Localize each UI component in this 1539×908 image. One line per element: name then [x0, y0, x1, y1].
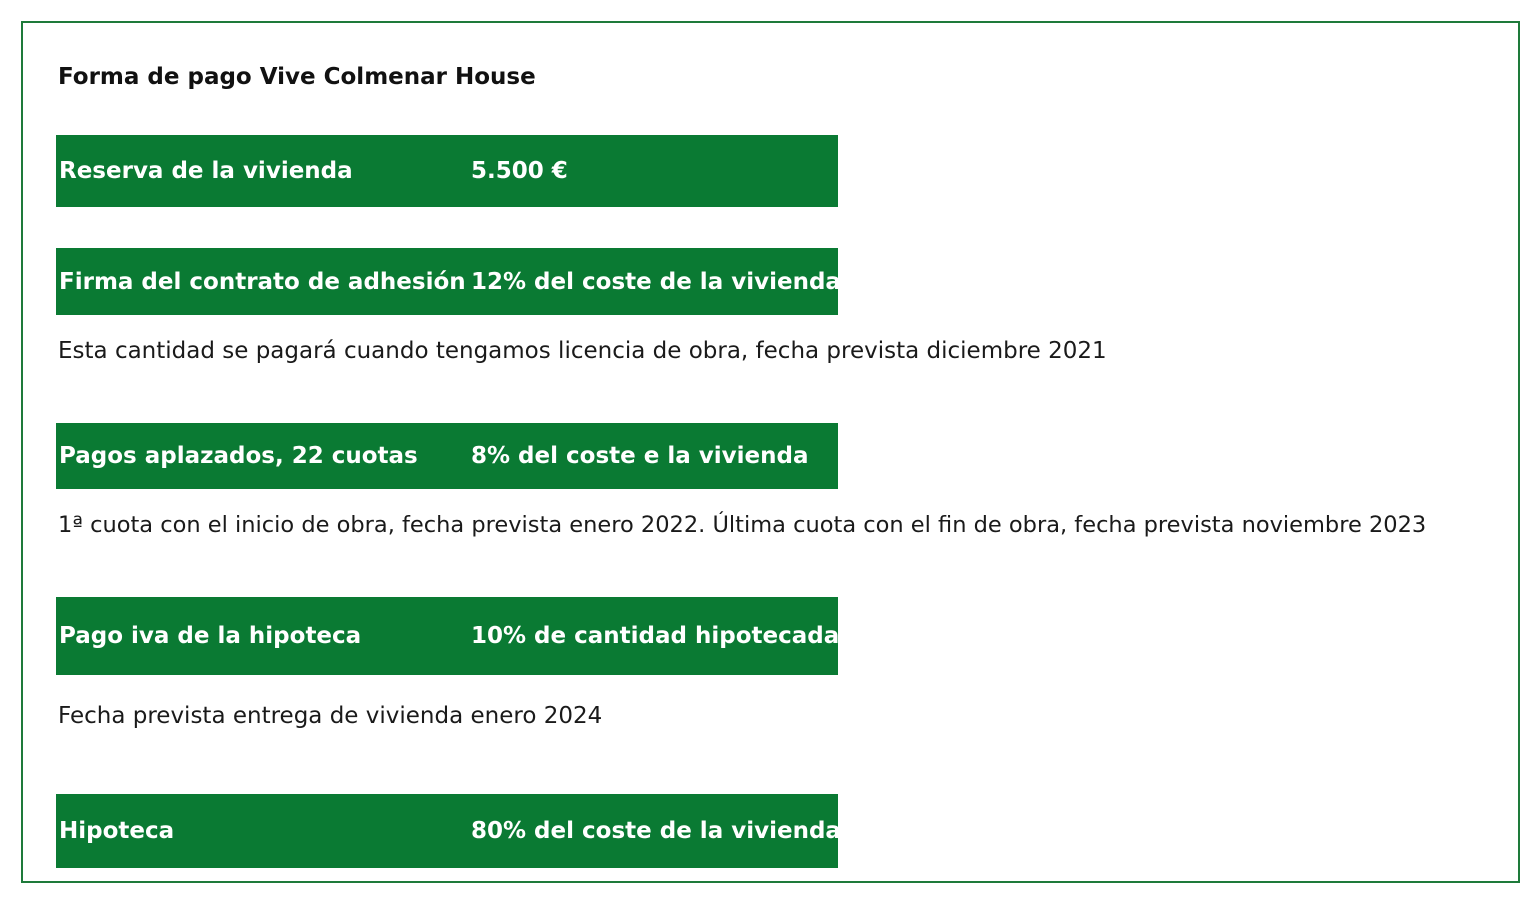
payment-value: 8% del coste e la vivienda — [471, 443, 809, 469]
payment-row-hipoteca — [56, 794, 841, 868]
payment-value: 5.500 € — [471, 158, 568, 184]
payment-row-reserva — [56, 135, 838, 207]
payment-label: Pagos aplazados, 22 cuotas — [59, 443, 418, 469]
payment-note: Esta cantidad se pagará cuando tengamos licencia de obra, fecha prevista diciembre 2021 — [58, 338, 1107, 364]
payment-value: 10% de cantidad hipotecada — [471, 623, 840, 649]
payment-label: Pago iva de la hipoteca — [59, 623, 362, 649]
payment-row-aplazados — [56, 423, 838, 489]
payment-value: 12% del coste de la vivienda — [471, 268, 841, 295]
payment-note: 1ª cuota con el inicio de obra, fecha prevista enero 2022. Última cuota con el fin de obra, fecha prevista noviembre 2023 — [58, 512, 1427, 538]
payment-row-iva-hipoteca — [56, 597, 838, 675]
payment-label: Firma del contrato de adhesión — [59, 268, 466, 295]
page-title: Forma de pago Vive Colmenar House — [58, 64, 536, 90]
payment-note: Fecha prevista entrega de vivienda enero 2024 — [58, 703, 603, 729]
payment-label: Reserva de la vivienda — [59, 158, 353, 184]
payment-row-contrato — [56, 248, 841, 315]
payment-label: Hipoteca — [59, 818, 175, 844]
payment-value: 80% del coste de la vivienda — [471, 818, 841, 844]
